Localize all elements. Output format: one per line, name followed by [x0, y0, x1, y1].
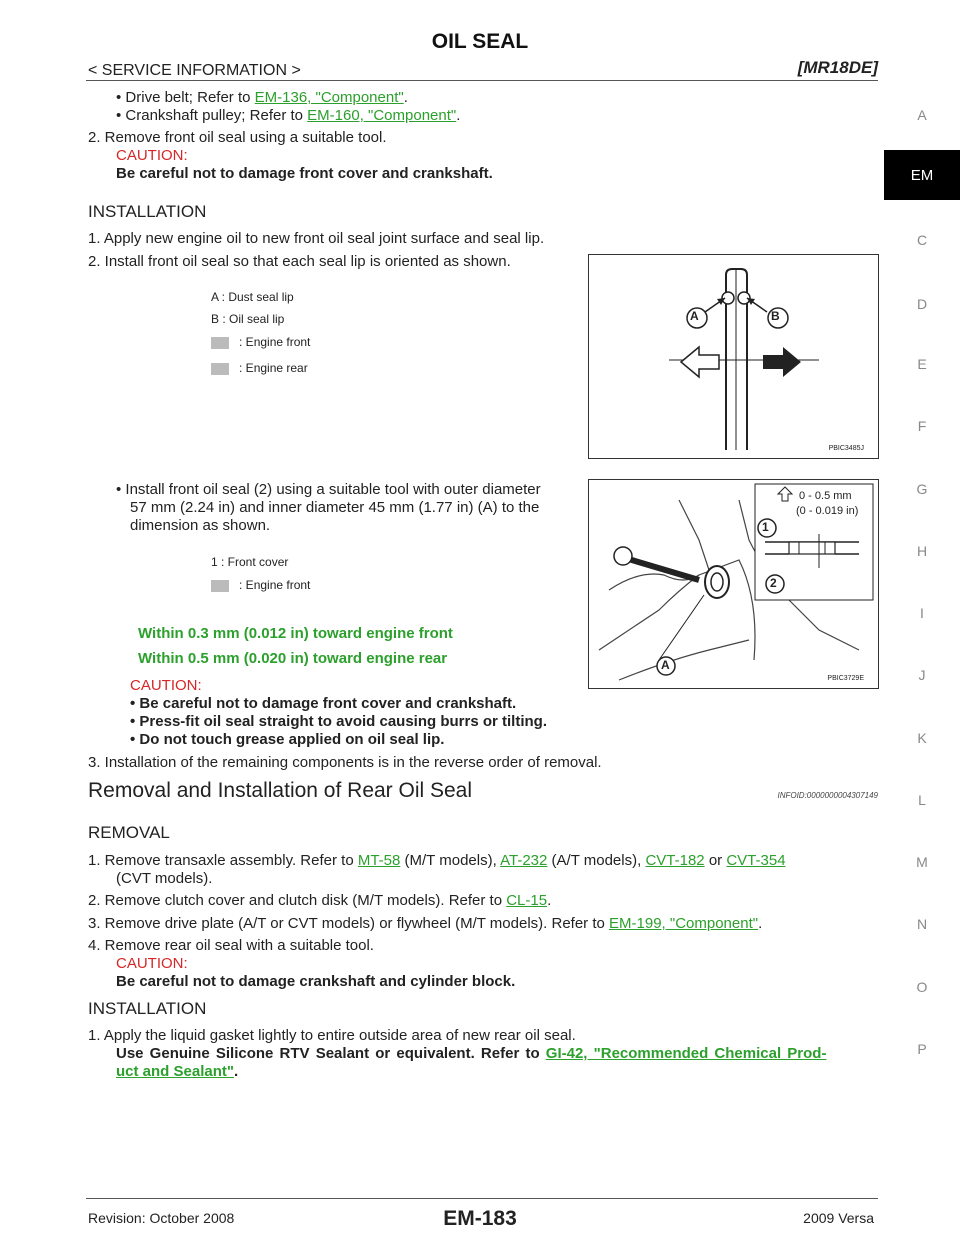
- bullet-install-front-seal: • Install front oil seal (2) using a suitable tool with outer diameter: [116, 481, 541, 498]
- step-remove-rear-seal: 4. Remove rear oil seal with a suitable tool.: [88, 937, 374, 954]
- header-rule: [86, 80, 878, 81]
- legend-engine-rear: : Engine rear: [211, 361, 308, 375]
- page-number: EM-183: [443, 1207, 517, 1230]
- fig2-dim-mm: 0 - 0.5 mm: [799, 490, 852, 502]
- fig2-label-1: 1: [762, 520, 769, 534]
- index-letter-a[interactable]: A: [917, 107, 927, 123]
- index-letter[interactable]: K: [917, 730, 927, 746]
- index-letter[interactable]: O: [916, 979, 928, 995]
- fig2-label-2: 2: [770, 576, 777, 590]
- caution-label: CAUTION:: [116, 147, 188, 164]
- index-letter[interactable]: D: [916, 296, 928, 312]
- info-id: INFOID:0000000004307149: [777, 791, 878, 800]
- index-letter[interactable]: P: [917, 1041, 927, 1057]
- legend-b: B : Oil seal lip: [211, 312, 285, 326]
- link-cl-15[interactable]: CL-15: [506, 892, 548, 909]
- index-letter[interactable]: N: [916, 916, 928, 932]
- index-letter[interactable]: H: [916, 543, 928, 559]
- caution-label: CAUTION:: [116, 955, 188, 972]
- rear-seal-title: Removal and Installation of Rear Oil Seal: [88, 779, 473, 802]
- link-cvt-182[interactable]: CVT-182: [645, 852, 705, 869]
- seal-lip-figure: [588, 254, 879, 459]
- fig2-dim-in: (0 - 0.019 in): [796, 505, 859, 517]
- link-cvt-354[interactable]: CVT-354: [726, 852, 786, 869]
- link-em-136[interactable]: EM-136, "Component": [254, 89, 404, 106]
- bullet-install-front-seal-l3: dimension as shown.: [130, 517, 271, 534]
- step-remove-front-seal: 2. Remove front oil seal using a suitable tool.: [88, 129, 387, 146]
- caution-label: CAUTION:: [130, 677, 202, 694]
- step-remove-transaxle: 1. Remove transaxle assembly. Refer to MT-58 (M/T models), AT-232 (A/T models), CVT-182 or CVT-354: [88, 852, 786, 869]
- sealant-instruction: Use Genuine Silicone RTV Sealant or equivalent. Refer to GI-42, "Recommended Chemical Prod-: [116, 1045, 827, 1062]
- step-install-seal: 2. Install front oil seal so that each seal lip is oriented as shown.: [88, 253, 511, 270]
- engine-model: [MR18DE]: [797, 58, 878, 77]
- seal-install-figure: [588, 479, 879, 689]
- engine-rear-swatch: [211, 363, 229, 375]
- figure-code: PBIC3485J: [828, 445, 864, 452]
- spec-toward-front: Within 0.3 mm (0.012 in) toward engine front: [138, 625, 453, 642]
- engine-front-swatch: [211, 337, 229, 349]
- step-remove-transaxle-l2: (CVT models).: [116, 870, 213, 887]
- spec-toward-rear: Within 0.5 mm (0.020 in) toward engine rear: [138, 650, 448, 667]
- index-letter[interactable]: C: [916, 232, 928, 248]
- section-label: < SERVICE INFORMATION >: [88, 62, 301, 79]
- legend-a: A : Dust seal lip: [211, 290, 294, 304]
- step-apply-oil: 1. Apply new engine oil to new front oil seal joint surface and seal lip.: [88, 230, 545, 247]
- caution-item-grease: • Do not touch grease applied on oil seal lip.: [130, 731, 445, 748]
- seal-lip-drawing: [589, 255, 878, 458]
- link-gi-42[interactable]: GI-42, "Recommended Chemical Prod-: [545, 1045, 827, 1062]
- engine-front-swatch: [211, 580, 229, 592]
- caution-text: Be careful not to damage front cover and crankshaft.: [116, 165, 493, 182]
- fig1-label-a: A: [690, 309, 699, 323]
- step-remove-drive-plate: 3. Remove drive plate (A/T or CVT models) or flywheel (M/T models). Refer to EM-199, "Component".: [88, 915, 763, 932]
- index-letter[interactable]: J: [918, 667, 926, 683]
- link-at-232[interactable]: AT-232: [500, 852, 548, 869]
- installation-heading: INSTALLATION: [88, 202, 207, 221]
- index-letter[interactable]: E: [917, 356, 927, 372]
- fig2-label-a: A: [661, 658, 670, 672]
- legend-front-cover: 1 : Front cover: [211, 555, 289, 569]
- bullet-drive-belt: • Drive belt; Refer to EM-136, "Component".: [116, 89, 408, 106]
- step-remove-clutch: 2. Remove clutch cover and clutch disk (M/T models). Refer to CL-15.: [88, 892, 552, 909]
- bullet-crank-pulley: • Crankshaft pulley; Refer to EM-160, "Component".: [116, 107, 461, 124]
- removal-heading: REMOVAL: [88, 823, 170, 842]
- section-index: [884, 0, 960, 1242]
- link-em-160[interactable]: EM-160, "Component": [307, 107, 457, 124]
- caution-text: Be careful not to damage crankshaft and cylinder block.: [116, 973, 516, 990]
- step-apply-gasket: 1. Apply the liquid gasket lightly to entire outside area of new rear oil seal.: [88, 1027, 576, 1044]
- link-em-199[interactable]: EM-199, "Component": [609, 915, 759, 932]
- caution-item-press-fit: • Press-fit oil seal straight to avoid causing burrs or tilting.: [130, 713, 547, 730]
- caution-item-damage: • Be careful not to damage front cover and crankshaft.: [130, 695, 517, 712]
- vehicle-model: 2009 Versa: [803, 1210, 874, 1226]
- index-letter[interactable]: I: [920, 605, 924, 621]
- legend-engine-front: : Engine front: [211, 335, 310, 349]
- index-letter[interactable]: L: [918, 792, 926, 808]
- index-active-em[interactable]: EM: [884, 150, 960, 200]
- revision-date: Revision: October 2008: [88, 1210, 235, 1226]
- index-letter[interactable]: M: [916, 854, 928, 870]
- step-reverse-order: 3. Installation of the remaining components is in the reverse order of removal.: [88, 754, 602, 771]
- sealant-instruction-l2: uct and Sealant".: [116, 1063, 239, 1080]
- figure-code: PBIC3729E: [827, 675, 864, 682]
- legend-engine-front-2: : Engine front: [211, 578, 310, 592]
- link-mt-58[interactable]: MT-58: [357, 852, 401, 869]
- page-title: OIL SEAL: [431, 30, 529, 53]
- index-letter[interactable]: F: [917, 418, 927, 434]
- link-gi-42-cont[interactable]: uct and Sealant": [116, 1063, 234, 1080]
- footer-rule: [86, 1198, 878, 1199]
- bullet-install-front-seal-l2: 57 mm (2.24 in) and inner diameter 45 mm (1.77 in) (A) to the: [130, 499, 540, 516]
- fig1-label-b: B: [771, 309, 780, 323]
- rear-installation-heading: INSTALLATION: [88, 999, 207, 1018]
- index-letter[interactable]: G: [916, 481, 928, 497]
